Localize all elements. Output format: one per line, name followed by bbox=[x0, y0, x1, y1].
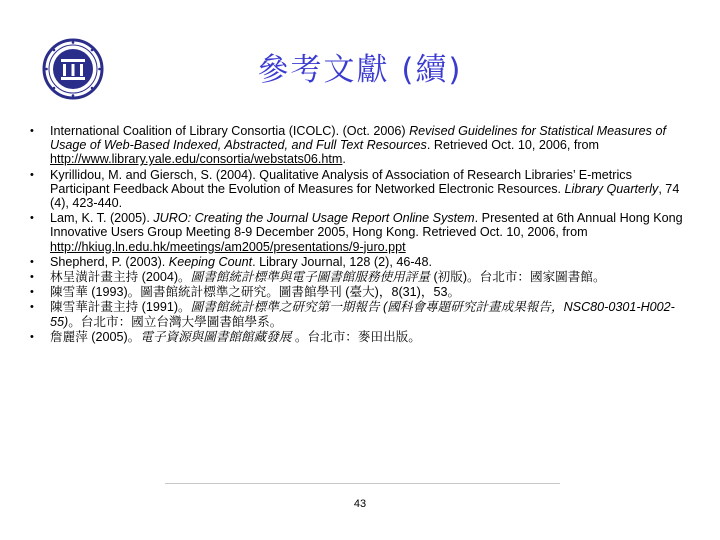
reference-link[interactable]: http://hkiug.ln.edu.hk/meetings/am2005/presentations/9-juro.ppt bbox=[50, 239, 406, 254]
reference-item: • Shepherd, P. (2003). Keeping Count. Library Journal, 128 (2), 46-48. bbox=[30, 255, 692, 269]
reference-item: • Kyrillidou, M. and Giersch, S. (2004). Qualitative Analysis of Association of Research Libraries’ E-metrics Participant Feedback About the Evolution of Measures for Networked Electronic Resources. Library Quarterly, 74 (4), 423-440. bbox=[30, 168, 692, 211]
page-number: 43 bbox=[353, 498, 367, 510]
reference-item: • 陳雪華計畫主持 (1991)。圖書館統計標準之研究第一期報告 (國科會專題研究計畫成果報告，NSC80-0301-H002-55)。台北市：國立台灣大學圖書館學系。 bbox=[30, 300, 692, 328]
reference-item: • International Coalition of Library Consortia (ICOLC). (Oct. 2006) Revised Guidelines for Statistical Measures of Usage of Web-Based Indexed, Abstracted, and Full Text Resources. Retrieved Oct. 10, 2006, from http://www.library.yale.edu/consortia/webstats06.htm. bbox=[30, 124, 692, 167]
reference-link[interactable]: http://www.library.yale.edu/consortia/webstats06.htm bbox=[50, 152, 343, 167]
reference-item: • 林呈潢計畫主持 (2004)。圖書館統計標準與電子圖書館服務使用評量 (初版)。台北市：國家圖書館。 bbox=[30, 270, 692, 284]
reference-item: • 詹麗萍 (2005)。電子資源與圖書館館藏發展 。台北市：麥田出版。 bbox=[30, 330, 692, 344]
reference-list bbox=[30, 124, 692, 345]
reference-item: • 陳雪華 (1993)。圖書館統計標準之研究。圖書館學刊 (臺大)，8(31)，53。 bbox=[30, 285, 692, 299]
slide-title: 參考文獻 (續) bbox=[257, 52, 463, 88]
reference-item: • Lam, K. T. (2005). JURO: Creating the Journal Usage Report Online System. Presented at 6th Annual Hong Kong Innovative Users Group Meeting 8-9 December 2005, Hong Kong. Retrieved Oct. 10, 2006, from http://hkiug.ln.edu.hk/meetings/am2005/presentations/9-juro.ppt bbox=[30, 211, 692, 254]
footer-divider bbox=[165, 483, 560, 484]
